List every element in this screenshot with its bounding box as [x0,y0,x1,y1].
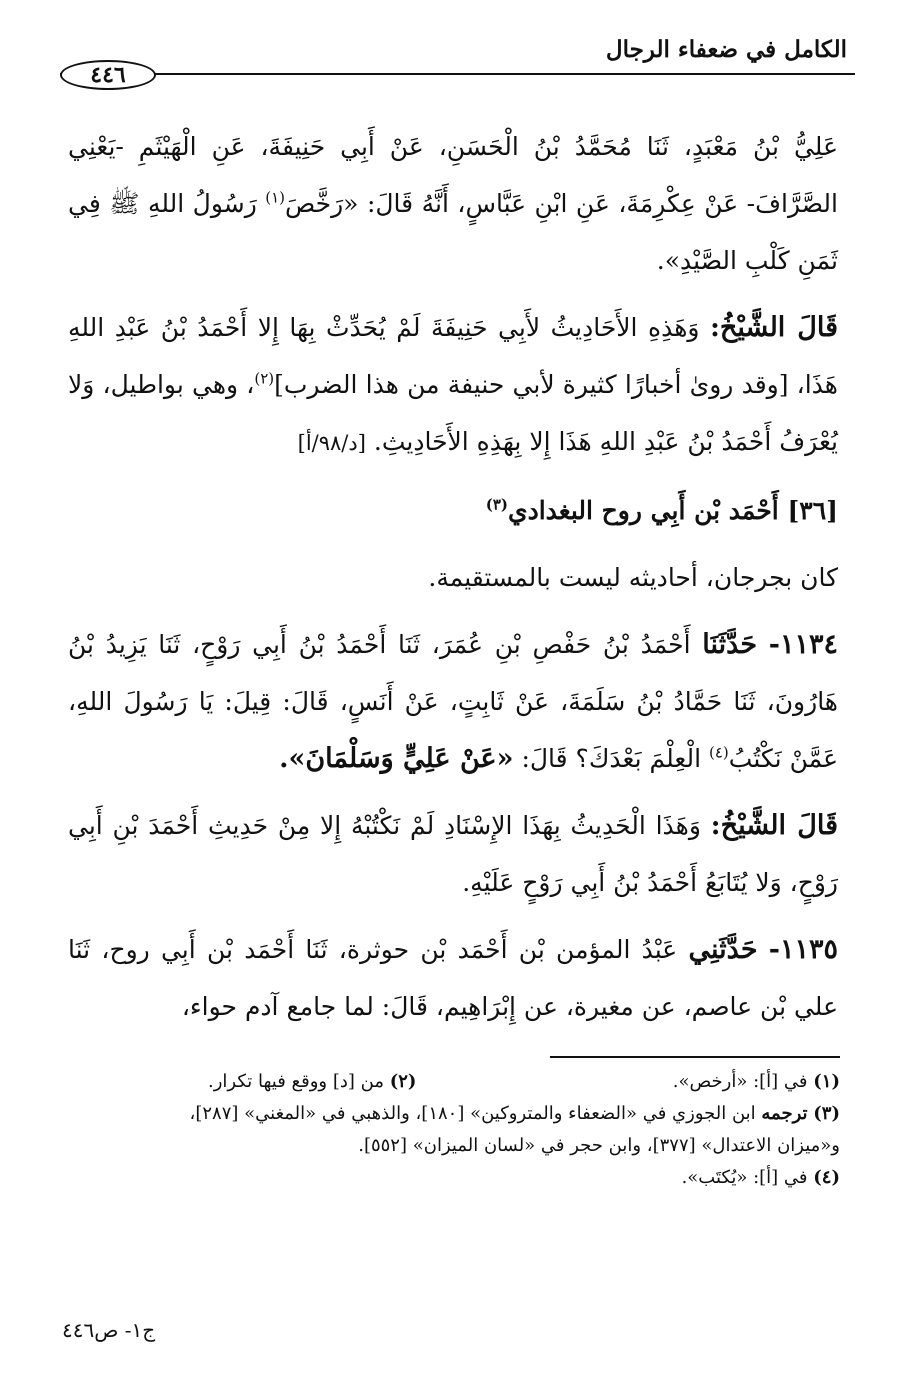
footnote-3: (٣) ترجمه ابن الجوزي في «الضعفاء والمتروكين» [١٨٠]، والذهبي في «المغني» [٢٨٧]، [189,1103,840,1124]
paragraph-3: كان بجرجان، أحاديثه ليست بالمستقيمة. [428,563,838,592]
footnotes [68,1066,840,1194]
narration-keyword: حَدَّثَنَا [702,629,758,660]
header-rule [60,73,855,75]
page-number-badge: ٤٤٦ [60,60,156,90]
footnote-rule [550,1056,840,1058]
footnote-row-1-2 [68,1066,840,1098]
running-header [60,30,855,92]
book-title: الكامل في ضعفاء الرجال [605,36,847,63]
hadith-number: ١١٣٥- [768,934,838,965]
footnote-3-continued: و«ميزان الاعتدال» [٣٧٧]، وابن حجر في «لسان الميزان» [٥٥٢]. [358,1135,840,1156]
footnote-ref-2[interactable]: (٢) [254,369,275,388]
section-heading: [٣٦] أَحْمَد بْن أَبِي روح البغدادي$^{(٣)}$ [485,495,838,525]
hadith-number: ١١٣٤- [768,629,838,660]
hadith-text: «عَنْ عَلِيٍّ وَسَلْمَانَ». [279,743,514,774]
footnote-ref-1[interactable]: (١) [265,188,286,207]
footnote-ref-3[interactable]: (٣) [485,495,509,514]
manuscript-ref: [د/٩٨/أ] [297,431,366,455]
footnote-4: (٤) في [أ]: «يُكتَب». [681,1167,840,1188]
paragraph-2: قَالَ الشَّيْخُ: وَهَذِهِ الأَحَادِيثُ لأَبِي حَنِيفَةَ لَمْ يُحَدِّثْ بِهَا إِلا أَحْمَدُ بْنُ عَبْدِ اللهِ هَذَا، [وقد روىٰ أخبارًا كثيرة لأبي حنيفة من هذا الضرب]$^{(٢)}$، وهي بواطيل، وَلا يُعْرَفُ أَحْمَدُ بْنُ عَبْدِ اللهِ هَذَا إِلا بِهَذِهِ الأَحَادِيثِ. [د/٩٨/أ] [68,312,838,456]
paragraph-5: قَالَ الشَّيْخُ: وَهَذَا الْحَدِيثُ بِهَذَا الإِسْنَادِ لَمْ نَكْتُبْهُ إِلا مِنْ حَدِيثِ أَحْمَدَ بْنِ أَبِي رَوْحٍ، وَلا يُتَابَعُ أَحْمَدُ بْنُ أَبِي رَوْحٍ عَلَيْهِ. [68,810,838,897]
sheikh-said-label: قَالَ الشَّيْخُ: [709,312,838,343]
hadith-1134: ١١٣٤- حَدَّثَنَا أَحْمَدُ بْنُ حَفْصِ بْنِ عُمَرَ، ثَنَا أَحْمَدُ بْنُ أَبِي رَوْحٍ، ثَنَا يَزِيدُ بْنُ هَارُونَ، ثَنَا حَمَّادُ بْنُ سَلَمَةَ، عَنْ ثَابِتٍ، عَنْ أَنَسٍ، قَالَ: قِيلَ: يَا رَسُولَ اللهِ، عَمَّنْ نَكْتُبُ$^{(٤)}$ الْعِلْمَ بَعْدَكَ؟ قَالَ: «عَنْ عَلِيٍّ وَسَلْمَانَ». [68,629,838,774]
footnote-2: (٢) من [د] ووقع فيها تكرار. [208,1071,417,1092]
footnote-1: (١) في [أ]: «أرخص». [672,1071,840,1092]
sheikh-said-label: قَالَ الشَّيْخُ: [710,810,838,841]
footnote-ref-4[interactable]: (٤) [709,743,729,762]
paragraph-1: عَلِيُّ بْنُ مَعْبَدٍ، ثَنَا مُحَمَّدُ بْنُ الْحَسَنِ، عَنْ أَبِي حَنِيفَةَ، عَنِ الْهَيْثَمِ -يَعْنِي الصَّرَّافَ- عَنْ عِكْرِمَةَ، عَنِ ابْنِ عَبَّاسٍ، أَنَّهُ قَالَ: «رَخَّصَ$^{(١)}$ رَسُولُ اللهِ ﷺ فِي ثَمَنِ كَلْبِ الصَّيْدِ». [68,132,838,275]
volume-page-marker: ج١- ص٤٤٦ [62,1318,156,1342]
hadith-1135: ١١٣٥- حَدَّثَنِي عَبْدُ المؤمن بْن أَحْمَد بْن حوثرة، ثَنَا أَحْمَد بْن أَبِي روح، ثَنَا علي بْن عاصم، عن مغيرة، عن إِبْرَاهِيم، قَالَ: لما جامع آدم حواء، [68,934,838,1021]
main-text [68,118,838,1045]
narration-keyword: حَدَّثَنِي [688,934,758,965]
